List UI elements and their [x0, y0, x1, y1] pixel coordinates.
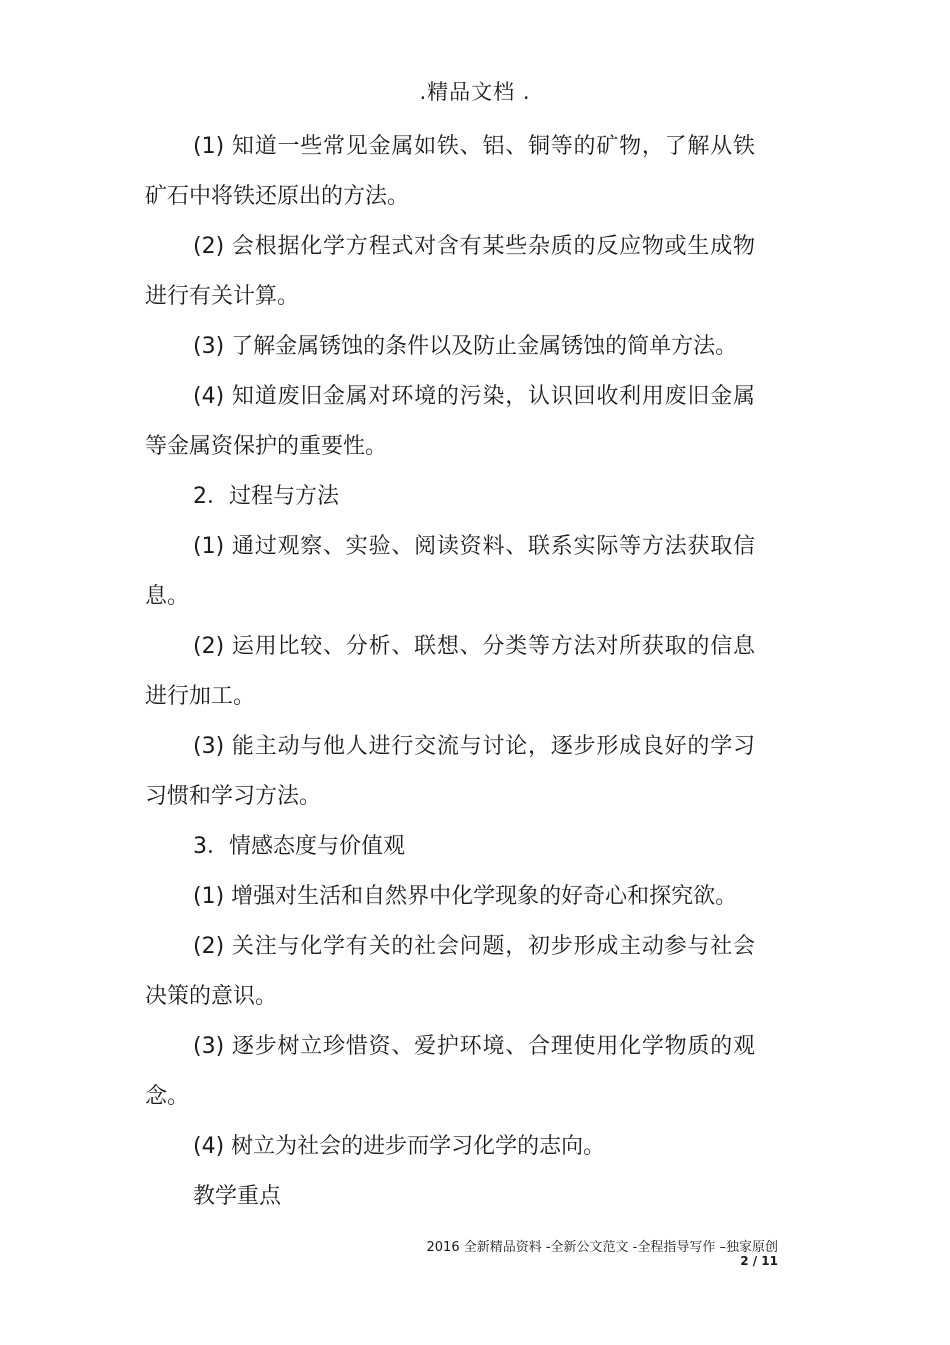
paragraph-knowledge-2: (2) 会根据化学方程式对含有某些杂质的反应物或生成物进行有关计算。	[145, 234, 755, 309]
paragraph-knowledge-1: (1) 知道一些常见金属如铁、铝、铜等的矿物，了解从铁矿石中将铁还原出的方法。	[145, 134, 755, 209]
paragraph-process-3: (3) 能主动与他人进行交流与讨论，逐步形成良好的学习习惯和学习方法。	[145, 734, 755, 809]
page-number: 2 / 11	[740, 1254, 778, 1268]
section-heading-process: 2．过程与方法	[193, 484, 339, 509]
paragraph-process-2: (2) 运用比较、分析、联想、分类等方法对所获取的信息进行加工。	[145, 634, 755, 709]
paragraph-process-1: (1) 通过观察、实验、阅读资料、联系实际等方法获取信息。	[145, 534, 755, 609]
paragraph-attitude-4: (4) 树立为社会的进步而学习化学的志向。	[193, 1134, 606, 1159]
page-footer: 2016 全新精品资料 -全新公文范文 -全程指导写作 –独家原创	[426, 1240, 778, 1255]
paragraph-knowledge-4: (4) 知道废旧金属对环境的污染，认识回收利用废旧金属等金属资保护的重要性。	[145, 384, 755, 459]
section-heading-key-points: 教学重点	[193, 1184, 282, 1209]
page-header: .精品文档 .	[419, 80, 531, 104]
paragraph-attitude-3: (3) 逐步树立珍惜资、爱护环境、合理使用化学物质的观念。	[145, 1034, 755, 1109]
document-body	[145, 122, 755, 1222]
paragraph-attitude-1: (1) 增强对生活和自然界中化学现象的好奇心和探究欲。	[193, 884, 738, 909]
section-heading-attitude: 3．情感态度与价值观	[193, 834, 405, 859]
paragraph-knowledge-3: (3) 了解金属锈蚀的条件以及防止金属锈蚀的简单方法。	[193, 334, 738, 359]
paragraph-attitude-2: (2) 关注与化学有关的社会问题，初步形成主动参与社会决策的意识。	[145, 934, 755, 1009]
